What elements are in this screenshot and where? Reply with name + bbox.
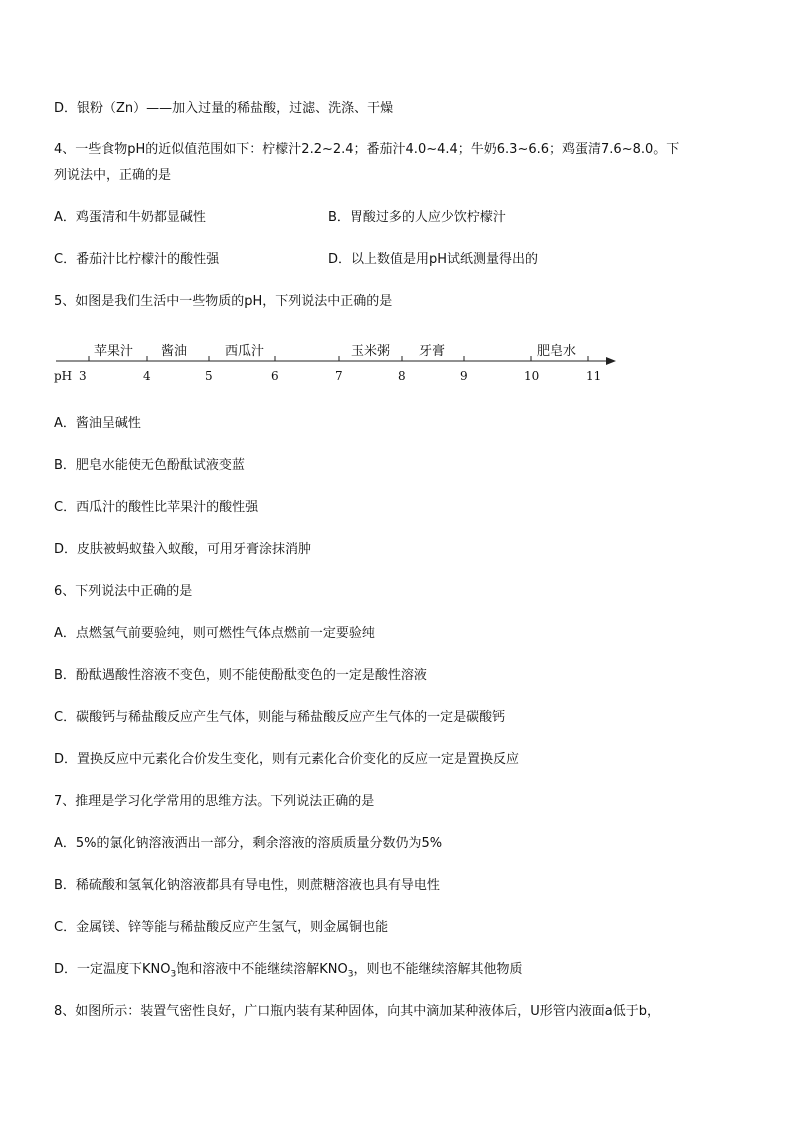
ph-tick-label: 9 [460, 369, 468, 383]
ph-scale-diagram [0, 0, 794, 400]
q6-option-c: C．碳酸钙与稀盐酸反应产生气体，则能与稀盐酸反应产生气体的一定是碳酸钙 [54, 710, 506, 725]
q6-stem: 6、下列说法中正确的是 [54, 584, 193, 599]
q7-option-b: B．稀硫酸和氢氧化钠溶液都具有导电性，则蔗糖溶液也具有导电性 [54, 878, 440, 893]
q4-stem-line2: 列说法中，正确的是 [54, 168, 172, 183]
q5-stem: 5、如图是我们生活中一些物质的pH，下列说法中正确的是 [54, 294, 393, 309]
ph-tick-label: 7 [335, 369, 343, 383]
ph-tick-label: 5 [205, 369, 213, 383]
ph-axis-arrow [606, 357, 616, 365]
q4-stem-line1: 4、一些食物pH的近似值范围如下：柠檬汁2.2~2.4；番茄汁4.0~4.4；牛奶6.3~6.6；鸡蛋清7.6~8.0。下 [54, 142, 680, 157]
q7d-text-3: ，则也不能继续溶解其他物质 [353, 962, 523, 977]
ph-tick-label: 10 [524, 369, 540, 383]
q4-option-b: B．胃酸过多的人应少饮柠檬汁 [328, 210, 506, 225]
ph-substance-label: 酱油 [161, 344, 188, 359]
ph-axis-name: pH [54, 369, 73, 383]
ph-substance-label: 西瓜汁 [225, 344, 265, 359]
q7-option-c: C．金属镁、锌等能与稀盐酸反应产生氢气，则金属铜也能 [54, 920, 389, 935]
ph-substance-label: 牙膏 [419, 344, 446, 359]
ph-tick-label: 8 [398, 369, 406, 383]
ph-substance-label: 肥皂水 [537, 344, 577, 359]
q5-option-b: B．肥皂水能使无色酚酞试液变蓝 [54, 458, 245, 473]
ph-tick-label: 4 [143, 369, 151, 383]
q6-option-a: A．点燃氢气前要验纯，则可燃性气体点燃前一定要验纯 [54, 626, 375, 641]
q4-option-d: D．以上数值是用pH试纸测量得出的 [328, 252, 539, 267]
q6-option-b: B．酚酞遇酸性溶液不变色，则不能使酚酞变色的一定是酸性溶液 [54, 668, 427, 683]
ph-tick-label: 3 [79, 369, 87, 383]
q7d-text-2: 饱和溶液中不能继续溶解KNO [176, 962, 348, 977]
q8-stem: 8、如图所示：装置气密性良好，广口瓶内装有某种固体，向其中滴加某种液体后，U形管内液面a低于b， [54, 1004, 661, 1019]
q3-option-d: D．银粉（Zn）——加入过量的稀盐酸，过滤、洗涤、干燥 [54, 101, 394, 116]
q4-option-a: A．鸡蛋清和牛奶都显碱性 [54, 210, 206, 225]
ph-tick-label: 6 [271, 369, 279, 383]
q7d-subscript-1: 3 [170, 969, 177, 980]
ph-substance-label: 玉米粥 [351, 344, 391, 359]
q6-option-d: D．置换反应中元素化合价发生变化，则有元素化合价变化的反应一定是置换反应 [54, 752, 520, 767]
q7-stem: 7、推理是学习化学常用的思维方法。下列说法正确的是 [54, 794, 375, 809]
q7-option-d [54, 961, 522, 984]
q5-option-c: C．西瓜汁的酸性比苹果汁的酸性强 [54, 500, 259, 515]
q4-option-c: C．番茄汁比柠檬汁的酸性强 [54, 252, 220, 267]
q7-option-a: A．5%的氯化钠溶液洒出一部分，剩余溶液的溶质质量分数仍为5% [54, 836, 443, 851]
q5-option-a: A．酱油呈碱性 [54, 416, 141, 431]
q7d-text-1: D．一定温度下KNO [54, 962, 171, 977]
q7d-subscript-2: 3 [347, 969, 354, 980]
q5-option-d: D．皮肤被蚂蚁蛰入蚁酸，可用牙膏涂抹消肿 [54, 542, 312, 557]
ph-substance-label: 苹果汁 [94, 344, 134, 359]
ph-tick-label: 11 [586, 369, 602, 383]
